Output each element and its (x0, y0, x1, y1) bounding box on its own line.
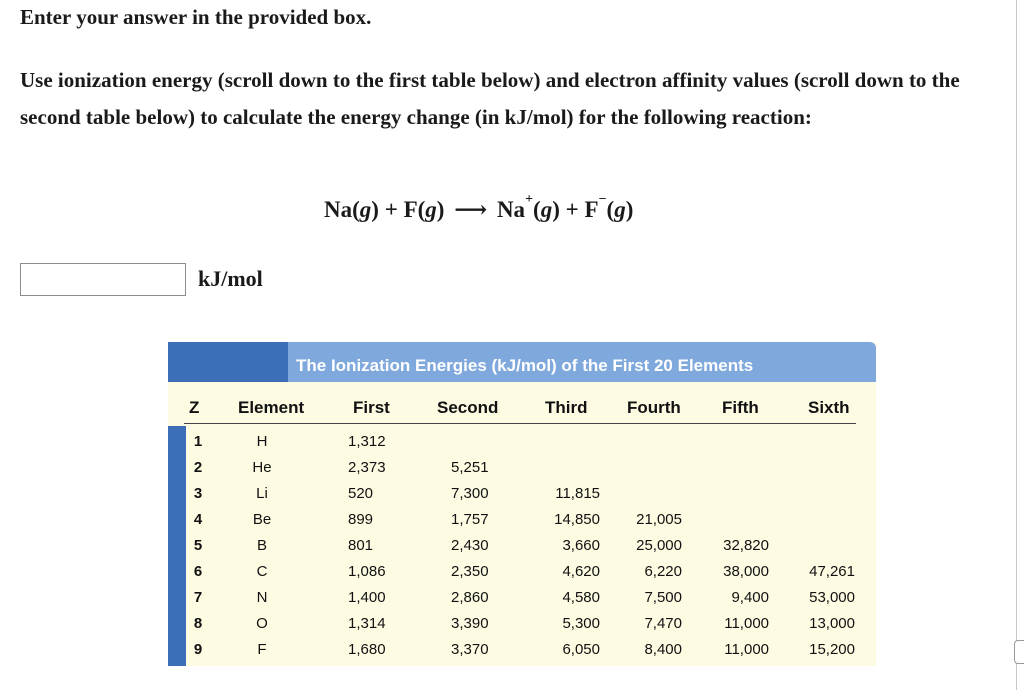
reaction-arrow-icon: ⟶ (454, 197, 488, 222)
cell-second: 2,350 (451, 563, 489, 580)
page-edge-divider (1016, 0, 1017, 690)
col-header-fourth: Fourth (627, 398, 681, 417)
cell-second: 3,390 (451, 615, 489, 632)
cell-el: Li (256, 485, 268, 502)
col-header-fifth: Fifth (722, 398, 759, 417)
table-header-bar (168, 342, 876, 382)
cell-z: 2 (193, 459, 203, 476)
header-divider (184, 423, 856, 424)
col-header-third: Third (545, 398, 588, 417)
question-prompt: Use ionization energy (scroll down to the first table below) and electron affinity values (scroll down to the second table below) to calculate the energy change (in kJ/mol) for the following reaction: (20, 68, 960, 129)
cell-second: 5,251 (451, 459, 489, 476)
eq-product2-open: ( (606, 197, 615, 222)
cell-sixth: 13,000 (809, 615, 855, 632)
eq-product1-charge: + (525, 192, 534, 207)
cell-z: 6 (193, 563, 203, 580)
eq-reactant2-close: ) (436, 197, 445, 222)
cell-z: 7 (193, 589, 203, 606)
cell-second: 7,300 (451, 485, 489, 502)
cell-fourth: 6,220 (644, 563, 682, 580)
cell-z: 5 (193, 537, 203, 554)
cell-first: 801 (348, 537, 374, 554)
eq-product2: F (584, 197, 599, 222)
answer-unit: kJ/mol (198, 266, 263, 291)
cell-sixth: 53,000 (809, 589, 855, 606)
col-header-z: Z (189, 398, 200, 417)
cell-fourth: 8,400 (644, 641, 682, 658)
cell-first: 520 (348, 485, 374, 502)
cell-el: B (256, 537, 267, 554)
ionization-energy-table (168, 342, 876, 666)
cell-third: 3,660 (562, 537, 600, 554)
cell-third: 6,050 (562, 641, 600, 658)
cell-el: C (256, 563, 268, 580)
cell-el: N (256, 589, 268, 606)
cell-second: 2,860 (451, 589, 489, 606)
eq-reactant2-state: g (425, 197, 437, 222)
cell-sixth: 15,200 (809, 641, 855, 658)
reaction-equation (324, 192, 634, 223)
cell-el: O (256, 615, 268, 632)
eq-product2-charge: − (598, 192, 607, 207)
col-header-element: Element (238, 398, 305, 417)
cell-el: Be (252, 511, 272, 528)
cell-fifth: 32,820 (723, 537, 769, 554)
cell-third: 4,580 (562, 589, 600, 606)
eq-reactant1: Na( (324, 197, 360, 222)
cell-second: 3,370 (451, 641, 489, 658)
cell-first: 1,400 (348, 589, 386, 606)
cell-fifth: 11,000 (724, 615, 769, 632)
cell-el: F (257, 641, 267, 658)
cell-second: 2,430 (451, 537, 489, 554)
cell-fifth: 9,400 (731, 589, 769, 606)
cell-first: 899 (348, 511, 374, 528)
eq-product1-open: ( (533, 197, 541, 222)
cell-el: H (256, 433, 268, 450)
cell-fourth: 7,500 (644, 589, 682, 606)
cell-fourth: 7,470 (644, 615, 682, 632)
eq-product2-state: g (614, 197, 626, 222)
cell-el: He (252, 459, 272, 476)
cell-third: 5,300 (562, 615, 600, 632)
cell-z: 3 (193, 485, 203, 502)
cell-z: 1 (193, 433, 203, 450)
cell-first: 1,312 (348, 433, 386, 450)
eq-plus-1: + (378, 197, 404, 222)
cell-first: 2,373 (348, 459, 386, 476)
eq-product1-state: g (540, 197, 553, 222)
eq-reactant2: F( (403, 197, 426, 222)
cell-z: 8 (193, 615, 203, 632)
eq-reactant1-state: g (359, 197, 372, 222)
eq-product2-close: ) (625, 197, 634, 222)
col-header-second: Second (437, 398, 499, 417)
cell-third: 4,620 (562, 563, 600, 580)
col-header-first: First (353, 398, 390, 417)
cell-first: 1,086 (348, 563, 386, 580)
cell-fourth: 21,005 (636, 511, 682, 528)
table-title: The Ionization Energies (kJ/mol) of the First 20 Elements (296, 356, 754, 375)
cell-sixth: 47,261 (809, 563, 855, 580)
table-header-accent (168, 342, 288, 382)
z-column-stripe (168, 426, 186, 666)
answer-input[interactable] (20, 263, 186, 296)
eq-plus-2: + (559, 197, 585, 222)
cell-first: 1,314 (348, 615, 386, 632)
eq-reactant1-close: ) (371, 197, 379, 222)
cell-fifth: 11,000 (724, 641, 769, 658)
cell-first: 1,680 (348, 641, 386, 658)
cell-fifth: 38,000 (723, 563, 769, 580)
eq-product1: Na (496, 197, 526, 222)
col-header-sixth: Sixth (808, 398, 850, 417)
cell-z: 4 (193, 511, 203, 528)
eq-product1-close: ) (552, 197, 560, 222)
cell-z: 9 (193, 641, 203, 658)
scroll-handle[interactable] (1014, 640, 1024, 664)
cell-fourth: 25,000 (636, 537, 682, 554)
instruction-text: Enter your answer in the provided box. (20, 5, 372, 29)
cell-third: 11,815 (555, 485, 600, 502)
cell-third: 14,850 (554, 511, 600, 528)
cell-second: 1,757 (451, 511, 489, 528)
